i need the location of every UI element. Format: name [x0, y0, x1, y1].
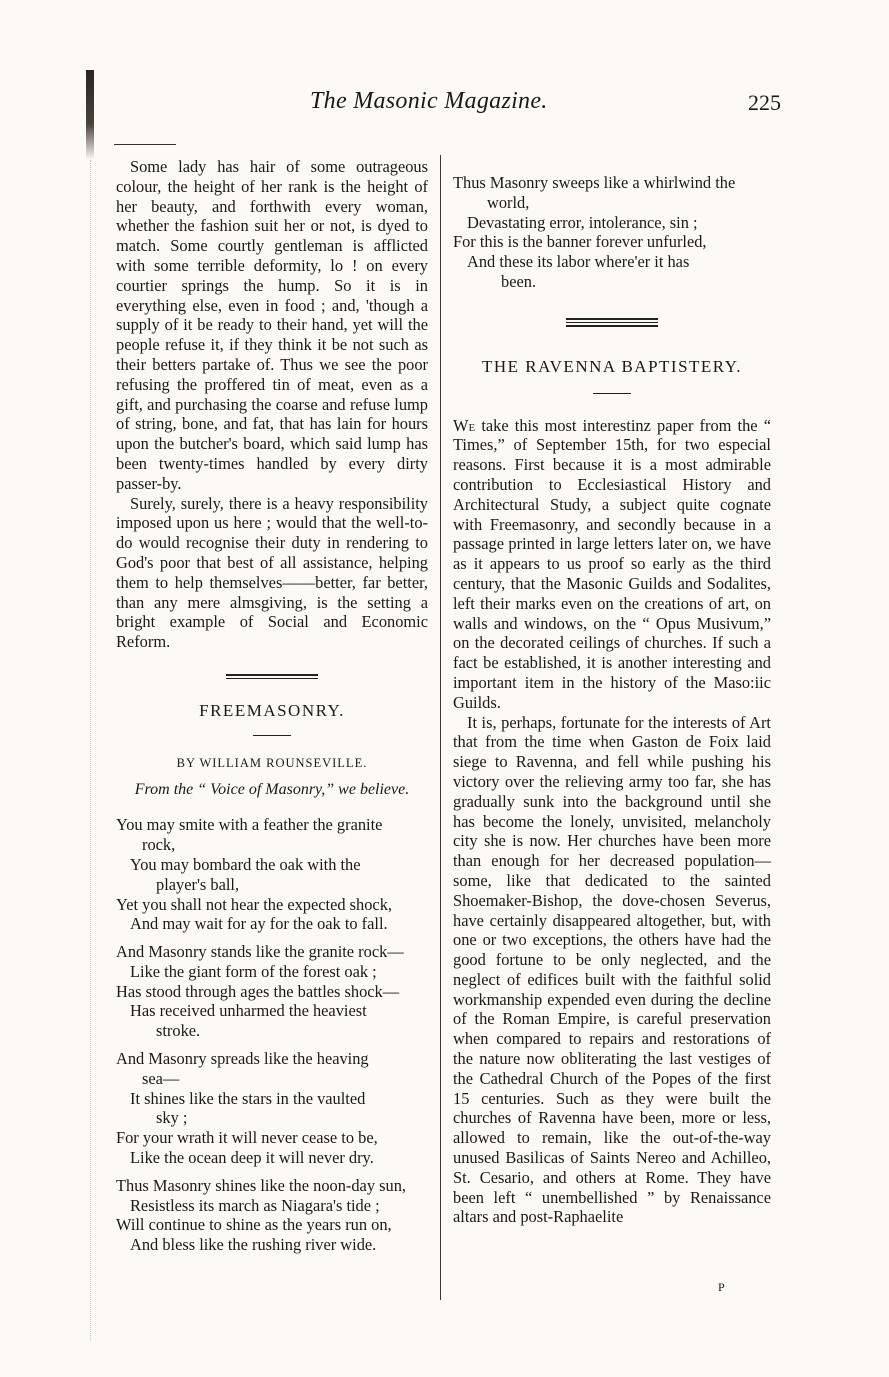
poem-source: From the “ Voice of Masonry,” we believe. [134, 780, 410, 798]
title-rule [253, 735, 291, 736]
section-divider [566, 318, 658, 327]
verse-continuation: rock, [142, 835, 176, 855]
verse-line [116, 1176, 428, 1196]
verse-continuation: world, [487, 192, 530, 212]
verse-text: And may wait for ay for the oak to fall. [130, 914, 388, 934]
verse-text: Has stood through ages the battles shock— [116, 981, 400, 1001]
verse-line [116, 895, 428, 915]
verse-text: Like the giant form of the forest oak ; [130, 961, 377, 981]
right-column [453, 157, 771, 1227]
left-column [116, 157, 428, 1263]
verse-continuation: been. [501, 271, 537, 291]
stanza [116, 1049, 428, 1168]
running-title: The Masonic Magazine. [310, 88, 548, 114]
stanza [116, 1176, 428, 1255]
article-paragraph [453, 416, 771, 713]
verse-line [116, 855, 428, 895]
title-rule [593, 393, 631, 394]
poem-title: FREEMASONRY. [199, 700, 345, 720]
verse-text: Devastating error, intolerance, sin ; [467, 212, 698, 232]
verse-text: For your wrath it will never cease to be, [116, 1128, 378, 1148]
binding-shadow [86, 70, 94, 160]
stanza [116, 942, 428, 1041]
verse-continuation: sky ; [156, 1108, 188, 1128]
article-title: THE RAVENNA BAPTISTERY. [481, 356, 743, 376]
poem-body [116, 815, 428, 1255]
verse-line [116, 942, 428, 962]
verse-line [116, 1215, 428, 1235]
page-number: 225 [748, 90, 781, 115]
poem-byline: BY WILLIAM ROUNSEVILLE. [176, 755, 368, 770]
verse-text: Like the ocean deep it will never dry. [130, 1148, 374, 1168]
verse-line [116, 1089, 428, 1129]
verse-text: Has received unharmed the heaviest [130, 1001, 367, 1021]
signature-mark: P [718, 1280, 725, 1294]
section-divider [226, 674, 318, 679]
verse-line [453, 252, 771, 292]
verse-line [116, 815, 428, 855]
verse-line [116, 982, 428, 1002]
verse-text: And bless like the rushing river wide. [130, 1235, 377, 1255]
verse-text: Will continue to shine as the years run on, [116, 1215, 392, 1235]
verse-line [116, 1049, 428, 1089]
verse-text: For this is the banner forever unfurled, [453, 232, 707, 252]
verse-continuation: player's ball, [156, 874, 240, 894]
verse-text: You may bombard the oak with the [130, 854, 361, 874]
verse-text: It shines like the stars in the vaulted [130, 1088, 366, 1108]
verse-line [116, 914, 428, 934]
verse-line [116, 962, 428, 982]
verse-line [116, 1001, 428, 1041]
verse-text: Resistless its march as Niagara's tide ; [130, 1195, 380, 1215]
verse-line [116, 1128, 428, 1148]
verse-text: You may smite with a feather the granite [116, 815, 383, 835]
stanza [116, 815, 428, 934]
verse-text: Thus Masonry shines like the noon-day sun, [116, 1175, 406, 1195]
verse-line [453, 232, 771, 252]
column-divider [440, 155, 441, 1300]
verse-text: And these its labor where'er it has [467, 252, 690, 272]
article-paragraph: Surely, surely, there is a heavy responsibility imposed upon us here ; would that the well-to-do would recognise their duty in rendering to God's poor that best of all assistance, helping them to help themselves——better, far better, than any mere almsgiving, is the setting a bright example of Social and Economic Reform. [116, 493, 428, 652]
verse-line [116, 1235, 428, 1255]
verse-text: Yet you shall not hear the expected shock, [116, 894, 392, 914]
verse-line [453, 213, 771, 233]
article-paragraph: It is, perhaps, fortunate for the interests of Art that from the time when Gaston de Foix laid siege to Ravenna, and fell while pushing his victory over the relieving army too far, she has gradually sunk into the background until she has become the lonely, unvisited, melancholy city she is now. Her churches have been more than enough for her decreased population—some, like that dedicated to the sainted Shoemaker-Bishop, the dove-chosen Severus, have certainly disappeared altogether, but, with one or two exceptions, the others have had the good fortune to be only neglected, and the neglect of edifices built with the faithful solid workmanship expended even during the decline of the Roman Empire, is careful preservation when compared to repairs and restorations of the nature now obliterating the last vestiges of the Cathedral Church of the Popes of the first 15 centuries. Such as they were built the churches of Ravenna have been, more or less, allowed to remain, like the out-of-the-way unused Basilicas of Saints Nereo and Achilleo, St. Cesario, and others at Rome. They have been left “ unembellished ” by Renaissance altars and post-Raphaelite [453, 712, 771, 1227]
poem-ending [453, 173, 771, 292]
verse-line [453, 173, 771, 213]
opening-word: We [453, 415, 476, 435]
verse-continuation: sea— [142, 1068, 180, 1088]
verse-line [116, 1196, 428, 1216]
article-paragraph: Some lady has hair of some outrageous colour, the height of her rank is the height of her beauty, and forthwith every woman, whether the fashion suit her or not, is dyed to match. Some courtly gentleman is afflicted with some terrible deformity, lo ! on every courtier springs the hump. So it is in everything else, even in food ; and, 'though a supply of it be ready to their hand, yet will the people refuse it, if they think it be not such as their betters partake of. Thus we see the poor refusing the proffered tin of meat, even as a gift, and purchasing the coarse and refuse lump of string, bone, and fat, that has lain for hours upon the butcher's board, which said lump has been twenty-times handled by every dirty passer-by. [116, 157, 428, 493]
binding-margin-marks [90, 160, 95, 1340]
verse-line [116, 1148, 428, 1168]
article-text: take this most interestinz paper from the “ Times,” of September 15th, for two especial reasons. First because it is a most admirable contribution to Ecclesiastical History and Architectural Study, a subject quite cognate with Freemasonry, and secondly because in a passage printed in large letters later on, we have as it appears to us proof so early as the third century, that the Masonic Guilds and Sodalites, left their marks even on the creations of art, on walls and windows, on the “ Opus Musivum,” on the decorated ceilings of churches. If such a fact be established, it is another interesting and important item in the history of the Maso:iic Guilds. [453, 415, 771, 712]
verse-text: Thus Masonry sweeps like a whirlwind the [453, 173, 736, 192]
verse-continuation: stroke. [156, 1021, 201, 1041]
verse-text: And Masonry spreads like the heaving [116, 1049, 369, 1069]
verse-text: And Masonry stands like the granite rock— [116, 942, 404, 962]
